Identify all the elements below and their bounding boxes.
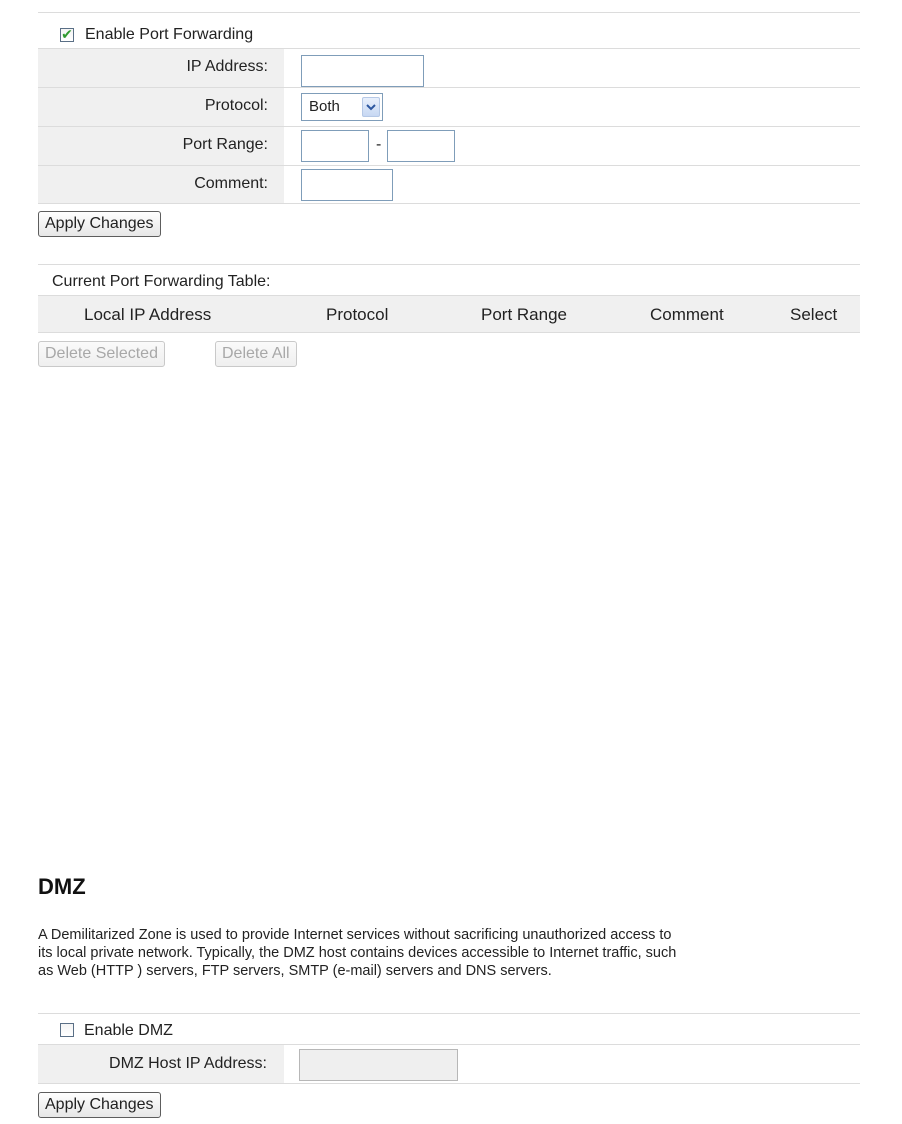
dmz-section — [0, 860, 902, 1124]
protocol-select[interactable] — [301, 93, 383, 121]
column-header-comment: Comment — [650, 305, 724, 324]
dmz-host-ip-label: DMZ Host IP Address: — [109, 1055, 267, 1072]
column-header-local-ip: Local IP Address — [84, 305, 212, 324]
divider — [38, 12, 860, 13]
ip-address-input[interactable] — [301, 55, 424, 87]
dmz-description-line: A Demilitarized Zone is used to provide Internet services without sacrificing unauthorized access to — [38, 927, 672, 943]
divider — [38, 264, 860, 265]
protocol-selected-value: Both — [309, 98, 340, 115]
protocol-label: Protocol: — [204, 97, 268, 114]
apply-changes-button[interactable]: Apply Changes — [38, 211, 161, 237]
ip-address-label: IP Address: — [186, 58, 268, 75]
port-forwarding-table — [0, 250, 902, 380]
port-range-from-input[interactable] — [301, 130, 369, 162]
comment-input[interactable] — [301, 169, 393, 201]
check-icon: ✔ — [61, 26, 73, 42]
delete-all-button[interactable]: Delete All — [215, 341, 297, 367]
column-header-protocol: Protocol — [326, 305, 389, 324]
dmz-host-ip-input[interactable] — [299, 1049, 458, 1081]
port-range-separator: - — [376, 136, 382, 153]
delete-selected-button[interactable]: Delete Selected — [38, 341, 165, 367]
table-title: Current Port Forwarding Table: — [52, 273, 271, 290]
enable-dmz-checkbox[interactable] — [60, 1023, 74, 1037]
divider — [38, 203, 860, 204]
dmz-apply-changes-button[interactable]: Apply Changes — [38, 1092, 161, 1118]
port-range-label: Port Range: — [182, 136, 268, 153]
dmz-description-line: as Web (HTTP ) servers, FTP servers, SMTP (e-mail) servers and DNS servers. — [38, 963, 552, 979]
enable-dmz-label: Enable DMZ — [84, 1022, 173, 1039]
enable-port-forwarding-checkbox[interactable] — [60, 28, 74, 42]
dmz-description — [38, 926, 858, 980]
comment-label: Comment: — [194, 175, 268, 192]
dmz-title: DMZ — [38, 874, 86, 899]
port-range-to-input[interactable] — [387, 130, 455, 162]
divider — [38, 332, 860, 333]
divider — [38, 1013, 860, 1014]
divider — [38, 1083, 860, 1084]
port-forwarding-form — [0, 0, 902, 250]
chevron-down-icon[interactable] — [362, 97, 380, 117]
column-header-port-range: Port Range — [481, 305, 567, 324]
dmz-description-line: its local private network. Typically, the DMZ host contains devices accessible to Internet traffic, such — [38, 945, 677, 961]
enable-port-forwarding-label: Enable Port Forwarding — [85, 26, 254, 43]
column-header-select: Select — [790, 305, 838, 324]
